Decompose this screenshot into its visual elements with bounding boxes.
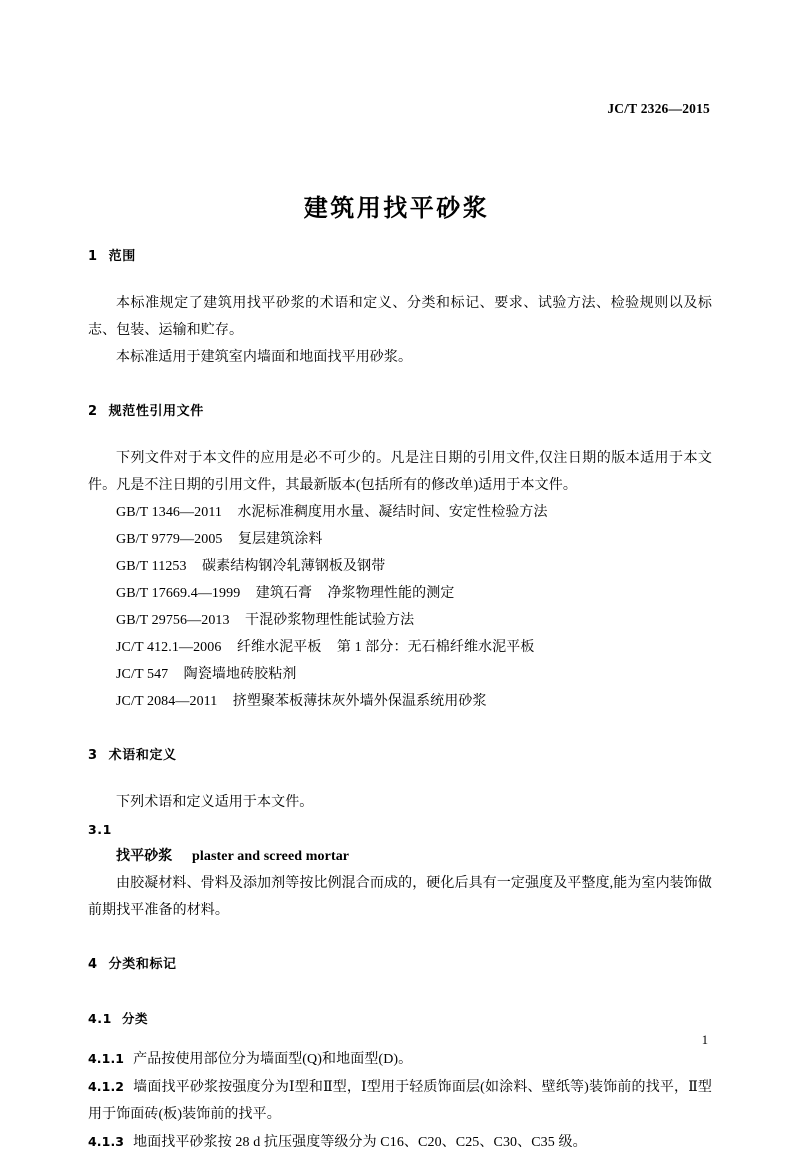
spacer [88,924,712,951]
reference-item [88,499,712,526]
clause-number: 4.1.1 [88,1051,125,1066]
term-entry-title [88,843,712,870]
spacer [88,371,712,398]
section-title-scope: 范围 [108,249,136,264]
spacer [88,769,712,789]
reference-name: 建筑石膏 [255,586,313,601]
reference-item [88,688,712,715]
section-title-terms: 术语和定义 [108,748,177,763]
reference-code: JC/T 412.1—2006 [116,640,222,655]
reference-item [88,553,712,580]
reference-name: 复层建筑涂料 [237,532,323,547]
spacer [88,1032,712,1045]
clause-text: 产品按使用部位分为墙面型(Q)和地面型(D)。 [133,1052,413,1067]
reference-name: 挤塑聚苯板薄抹灰外墙外保温系统用砂浆 [232,694,487,709]
subsection-number: 4.1 [88,1011,112,1026]
clause-item [88,1045,712,1073]
section-heading-terms [88,742,712,769]
spacer [88,425,712,445]
reference-item [88,607,712,634]
clause-number: 4.1.2 [88,1079,125,1094]
subsection-title: 分类 [121,1011,149,1026]
document-body [88,243,712,1156]
term-entry-number: 3.1 [88,822,112,837]
section-number-terms: 3 [88,748,98,763]
section-number-normative-references: 2 [88,404,98,419]
term-english: plaster and screed mortar [192,849,350,864]
reference-code: GB/T 17669.4—1999 [116,586,241,601]
reference-code: JC/T 2084—2011 [116,694,218,709]
section-number-scope: 1 [88,249,98,264]
reference-code: GB/T 9779—2005 [116,532,223,547]
scope-paragraph-2: 本标准适用于建筑室内墙面和地面找平用砂浆。 [116,350,413,365]
section-number-classification: 4 [88,957,98,972]
document-title: 建筑用找平砂浆 [303,194,490,223]
reference-name: 干混砂浆物理性能试验方法 [245,613,415,628]
section-heading-normative-references [88,398,712,425]
spacer [88,978,712,1005]
reference-item [88,526,712,553]
spacer [88,715,712,742]
reference-code: GB/T 29756—2013 [116,613,230,628]
reference-item [88,661,712,688]
reference-item [88,634,712,661]
section-heading-scope [88,243,712,270]
section-title-classification: 分类和标记 [108,957,177,972]
reference-name: 纤维水泥平板 [236,640,322,655]
reference-code: GB/T 1346—2011 [116,505,223,520]
reference-name: 水泥标准稠度用水量、凝结时间、安定性检验方法 [237,505,548,520]
section-heading-classification [88,951,712,978]
reference-code: GB/T 11253 [116,559,187,574]
section-title-normative-references: 规范性引用文件 [108,404,204,419]
scope-paragraph-1: 本标准规定了建筑用找平砂浆的术语和定义、分类和标记、要求、试验方法、检验规则以及标志、包装、运输和贮存。 [88,296,712,338]
normative-references-intro: 下列文件对于本文件的应用是必不可少的。凡是注日期的引用文件,仅注日期的版本适用于本文件。凡是不注日期的引用文件，其最新版本(包括所有的修改单)适用于本文件。 [88,451,712,493]
clause-text: 墙面找平砂浆按强度分为Ⅰ型和Ⅱ型，Ⅰ型用于轻质饰面层(如涂料、壁纸等)装饰前的找平，Ⅱ型用于饰面砖(板)装饰前的找平。 [88,1080,712,1122]
reference-item [88,580,712,607]
clause-number: 4.1.3 [88,1134,125,1149]
spacer [88,270,712,290]
term-chinese: 找平砂浆 [116,849,173,864]
terms-intro: 下列术语和定义适用于本文件。 [116,795,314,810]
term-definition: 由胶凝材料、骨料及添加剂等按比例混合而成的，硬化后具有一定强度及平整度,能为室内装饰做前期找平准备的材料。 [88,876,712,918]
page-number: 1 [701,1033,708,1047]
clause-item [88,1128,712,1156]
reference-name: 碳素结构钢冷轧薄钢板及钢带 [202,559,386,574]
reference-subtitle: 净浆物理性能的测定 [327,586,455,601]
clause-item [88,1073,712,1128]
reference-code: JC/T 547 [116,667,169,682]
subsection-heading-classification-list [88,1005,712,1032]
reference-name: 陶瓷墙地砖胶粘剂 [183,667,297,682]
clause-text: 地面找平砂浆按 28 d 抗压强度等级分为 C16、C20、C25、C30、C35 级。 [133,1135,587,1150]
reference-subtitle: 第 1 部分：无石棉纤维水泥平板 [336,640,535,655]
running-header-standard-code: JC/T 2326—2015 [607,101,710,116]
